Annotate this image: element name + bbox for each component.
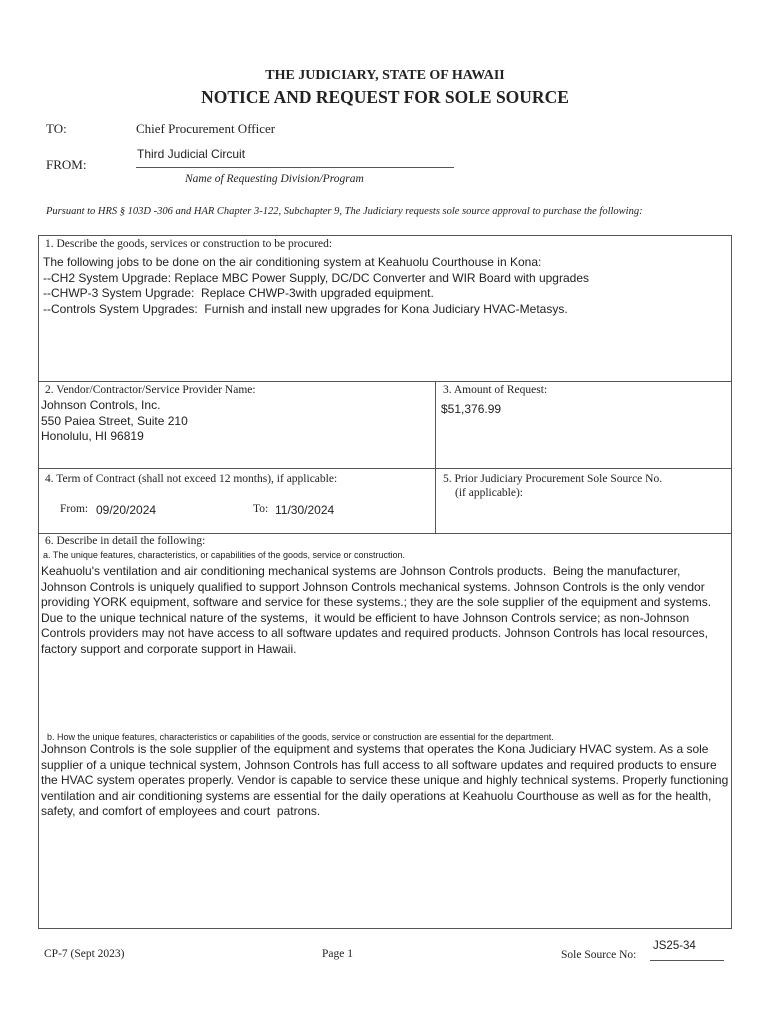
section3-label: 3. Amount of Request: xyxy=(443,384,548,396)
section4-label: 4. Term of Contract (shall not exceed 12 months), if applicable: xyxy=(45,473,338,485)
section5-label: 5. Prior Judiciary Procurement Sole Source No. xyxy=(443,473,663,485)
section6b-label: b. How the unique features, characteristics or capabilities of the goods, service or construction are essential for the department. xyxy=(47,732,554,742)
section5-sublabel: (if applicable): xyxy=(455,487,524,499)
section5-box xyxy=(435,468,732,534)
header-line1: THE JUDICIARY, STATE OF HAWAII xyxy=(265,68,505,83)
form-number: CP-7 (Sept 2023) xyxy=(44,948,125,960)
vendor-text[interactable]: Johnson Controls, Inc. 550 Paiea Street, Suite 210 Honolulu, HI 96819 xyxy=(41,398,188,444)
section3-box xyxy=(435,381,732,469)
section2-label: 2. Vendor/Contractor/Service Provider Name: xyxy=(45,384,256,396)
from-underline xyxy=(136,167,454,168)
intro-text: Pursuant to HRS § 103D -306 and HAR Chapter 3-122, Subchapter 9, The Judiciary requests sole source approval to purchase the following: xyxy=(46,206,643,217)
section1-text[interactable]: The following jobs to be done on the air conditioning system at Keahuolu Courthouse in Kona: --CH2 System Upgrade: Replace MBC Power Supply, DC/DC Converter and WIR Board with upgrades --CHWP-3 System Upgrade: Replace CHWP-3with upgraded equipment. --Controls System Upgrades: Furnish and install new upgrades for Kona Judiciary HVAC-Metasys. xyxy=(43,255,589,316)
page-number: Page 1 xyxy=(322,948,353,960)
term-to-value[interactable]: 11/30/2024 xyxy=(275,503,335,517)
to-label: TO: xyxy=(46,121,67,136)
page-title: NOTICE AND REQUEST FOR SOLE SOURCE xyxy=(201,87,569,107)
from-caption: Name of Requesting Division/Program xyxy=(185,173,364,185)
amount-value[interactable]: $51,376.99 xyxy=(441,402,502,416)
section6a-text[interactable]: Keahuolu's ventilation and air conditioning mechanical systems are Johnson Controls products. Being the manufacturer, Johnson Controls is uniquely qualified to support Johnson Controls mechanical systems. Johnson Controls is the only vendor providing YORK equipment, software and service for these systems.; they are the sole supplier of the equipment and systems. Due to the unique technical nature of the systems, it would be efficient to have Johnson Controls service; as non-Johnson Controls providers may not have access to all software updates and required products. Johnson Controls has local resources, factory support and corporate support in Hawaii. xyxy=(41,564,715,656)
term-from-value[interactable]: 09/20/2024 xyxy=(96,503,157,517)
section6-label: 6. Describe in detail the following: xyxy=(45,535,206,547)
section1-box xyxy=(38,235,732,382)
section6-box xyxy=(38,533,732,929)
section4-box xyxy=(38,468,436,534)
from-value[interactable]: Third Judicial Circuit xyxy=(137,147,246,161)
sole-source-value[interactable]: JS25-34 xyxy=(653,940,696,952)
term-from-label: From: xyxy=(60,503,89,515)
sole-source-label: Sole Source No: xyxy=(561,949,637,961)
section6b-text[interactable]: Johnson Controls is the sole supplier of the equipment and systems that operates the Kona Judiciary HVAC system. As a sole supplier of a unique technical system, Johnson Controls has full access to all software updates and required products to ensure the HVAC system operates properly. Vendor is capable to service these unique and highly technical systems. Properly functioning ventilation and air conditioning systems are essential for the daily operations at Keahuolu Courthouse as well as for the health, safety, and comfort of employees and court patrons. xyxy=(41,742,732,819)
section2-box xyxy=(38,381,436,469)
term-to-label: To: xyxy=(253,503,269,515)
to-value: Chief Procurement Officer xyxy=(136,121,276,136)
from-label: FROM: xyxy=(46,157,87,172)
section6a-label: a. The unique features, characteristics, or capabilities of the goods, service or construction. xyxy=(43,550,406,560)
section1-label: 1. Describe the goods, services or construction to be procured: xyxy=(45,238,333,250)
sole-source-underline xyxy=(650,960,724,961)
